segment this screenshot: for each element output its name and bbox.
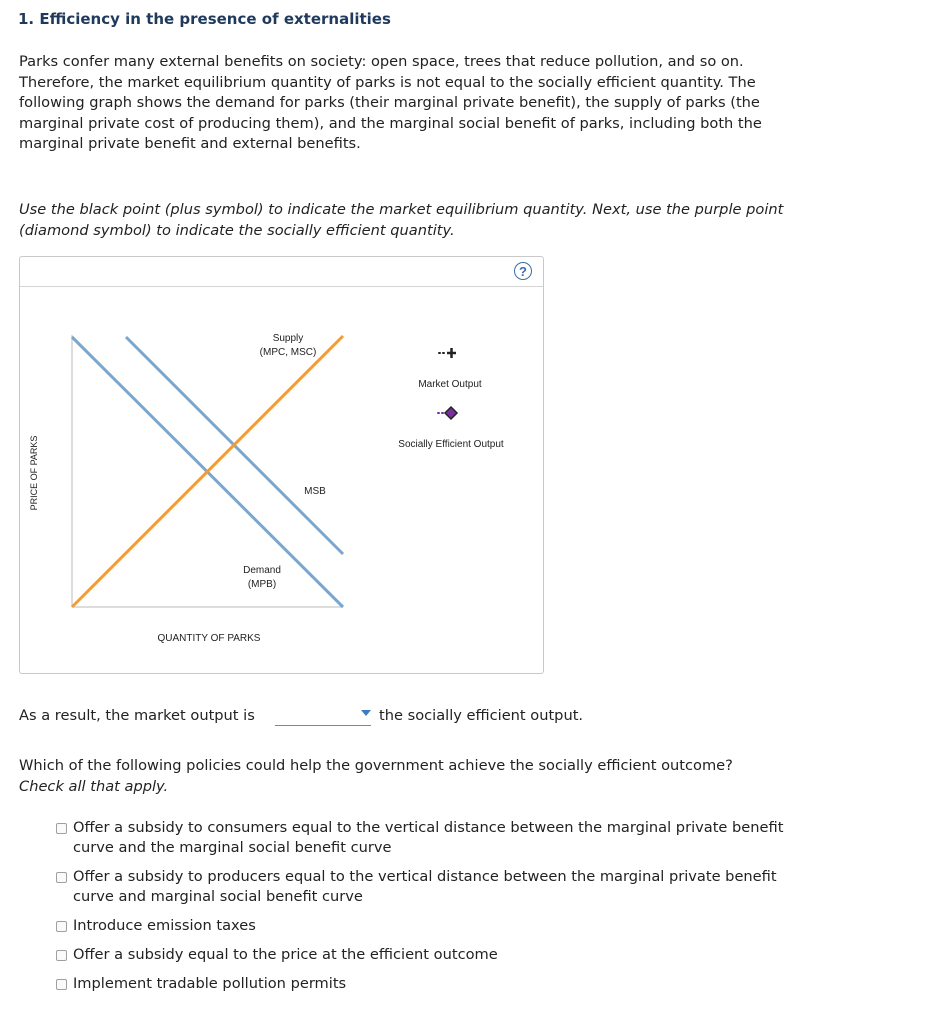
option-label: Implement tradable pollution permits xyxy=(73,975,347,992)
checkbox[interactable] xyxy=(56,823,67,834)
help-icon[interactable]: ? xyxy=(514,262,532,280)
instruction-paragraph: Use the black point (plus symbol) to indicate the market equilibrium quantity. Next, use the purple point (diamond symbol) to indicate the socially efficient quantity. xyxy=(19,201,784,239)
checkbox[interactable] xyxy=(56,950,67,961)
demand-label-line1: Demand xyxy=(243,565,281,576)
checkbox[interactable] xyxy=(56,921,67,932)
option-label: Offer a subsidy equal to the price at the efficient outcome xyxy=(73,946,498,963)
question-title: 1. Efficiency in the presence of externalities xyxy=(18,10,391,28)
x-axis-label: QUANTITY OF PARKS xyxy=(157,633,261,644)
supply-label-line2: (MPC, MSC) xyxy=(259,347,317,358)
supply-label-line1: Supply xyxy=(272,333,304,344)
result-prefix: As a result, the market output is xyxy=(19,707,255,724)
efficient-output-diamond-tool[interactable] xyxy=(438,407,457,419)
policy-question-text: Which of the following policies could help the government achieve the socially efficient outcome? xyxy=(19,757,733,774)
market-output-comparison-dropdown[interactable] xyxy=(275,705,371,726)
option-label: Offer a subsidy to producers equal to the vertical distance between the marginal private benefit curve and marginal social benefit curve xyxy=(73,868,777,905)
policy-question xyxy=(19,756,739,797)
checkbox[interactable] xyxy=(56,979,67,990)
market-output-label: Market Output xyxy=(418,379,482,390)
option-label: Offer a subsidy to consumers equal to the vertical distance between the marginal private benefit curve and the marginal social benefit curve xyxy=(73,819,784,856)
demand-label-line2: (MPB) xyxy=(247,579,277,590)
market-output-plus-tool[interactable] xyxy=(439,348,456,358)
graph-panel xyxy=(19,256,544,674)
policy-question-hint: Check all that apply. xyxy=(19,777,169,795)
msb-label: MSB xyxy=(304,486,326,497)
intro-paragraph: Parks confer many external benefits on society: open space, trees that reduce pollution, and so on. Therefore, the market equilibrium quantity of parks is not equal to the socially efficient quantity. The following graph shows the demand for parks (their marginal private benefit), the supply of parks (the marginal private cost of producing them), and the marginal social benefit of parks, including both the marginal private benefit and external benefits. xyxy=(19,53,762,152)
checkbox[interactable] xyxy=(56,872,67,883)
y-axis-label: PRICE OF PARKS xyxy=(29,435,39,511)
dropdown-arrow-icon xyxy=(361,710,371,716)
graph-canvas xyxy=(20,257,543,673)
result-row xyxy=(19,705,719,729)
result-suffix: the socially efficient output. xyxy=(379,707,584,724)
efficient-output-label: Socially Efficient Output xyxy=(398,439,504,450)
option-label: Introduce emission taxes xyxy=(73,917,256,934)
